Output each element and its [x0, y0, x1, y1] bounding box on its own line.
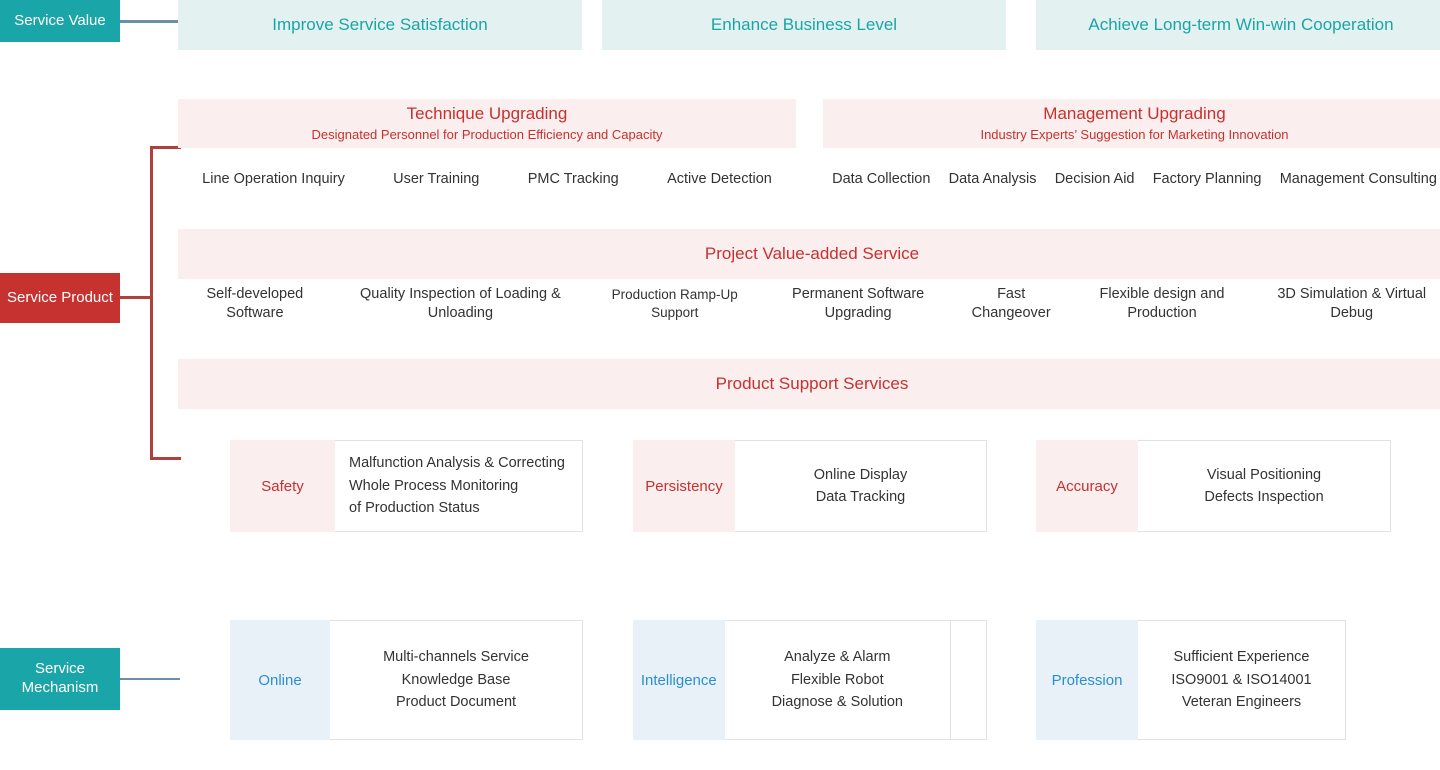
technique-item: Line Operation Inquiry [202, 170, 345, 187]
tag-service-product-label: Service Product [7, 288, 113, 306]
technique-items-row [178, 152, 796, 206]
tag-service-mechanism [0, 648, 120, 710]
card-line: Defects Inspection [1204, 489, 1324, 505]
management-item: Management Consulting [1279, 170, 1437, 187]
card-line: Product Document [395, 694, 517, 711]
card-spacer [951, 620, 987, 740]
product-support-title: Product Support Services [715, 374, 909, 393]
project-value-item: Flexible design and Production [1099, 286, 1225, 321]
management-item: Data Analysis [948, 170, 1037, 187]
management-subtitle: Industry Experts’ Suggestion for Marketing Innovation [980, 127, 1289, 143]
management-items-row [823, 152, 1440, 206]
card-line: Diagnose & Solution [771, 694, 903, 711]
product-support-card-persistency [633, 440, 987, 532]
tag-service-value [0, 0, 120, 42]
project-value-item: Quality Inspection of Loading & Unloading [360, 286, 561, 321]
connector-bracket-bottom [150, 457, 181, 460]
project-value-item: Production Ramp-Up Support [611, 287, 738, 320]
connector-bracket-stem [120, 296, 153, 299]
card-line: Data Tracking [815, 489, 906, 505]
service-mechanism-card-profession [1036, 620, 1346, 740]
card-line: Knowledge Base [401, 671, 511, 688]
product-support-card-safety [230, 440, 583, 532]
service-mechanism-card-online [230, 620, 583, 740]
card-body [1138, 620, 1346, 740]
card-body [735, 440, 987, 532]
management-item: Factory Planning [1152, 170, 1262, 187]
project-value-item: Permanent Software Upgrading [792, 286, 925, 321]
connector-bracket-top [150, 146, 181, 149]
card-label: Persistency [633, 440, 735, 532]
card-line: Visual Positioning [1206, 466, 1322, 483]
card-body [335, 440, 583, 532]
card-line: Online Display [813, 466, 908, 483]
connector-bracket-vertical [150, 146, 153, 460]
tag-service-product [0, 273, 120, 323]
technique-item: PMC Tracking [527, 170, 619, 187]
card-line: Flexible Robot [790, 671, 884, 688]
card-body [1138, 440, 1391, 532]
service-value-label-2: Enhance Business Level [710, 15, 898, 34]
card-line: Sufficient Experience [1173, 649, 1310, 666]
product-support-banner [178, 359, 1440, 409]
project-value-item: 3D Simulation & Virtual Debug [1277, 286, 1427, 321]
connector-line-value [120, 20, 178, 23]
project-value-added-title: Project Value-added Service [704, 244, 920, 263]
card-body [725, 620, 951, 740]
card-label: Profession [1036, 620, 1138, 740]
project-value-item: Fast Changeover [971, 286, 1051, 321]
connector-line-mechanism [120, 678, 180, 680]
service-value-label-3: Achieve Long-term Win-win Cooperation [1088, 15, 1394, 34]
card-line: of Production Status [349, 500, 480, 517]
card-label: Online [230, 620, 330, 740]
management-title: Management Upgrading [1043, 104, 1226, 124]
technique-upgrading-banner [178, 99, 796, 148]
tag-service-value-label: Service Value [14, 11, 106, 29]
service-mechanism-card-intelligence [633, 620, 987, 740]
technique-title: Technique Upgrading [406, 104, 568, 124]
card-label: Accuracy [1036, 440, 1138, 532]
card-label: Safety [230, 440, 335, 532]
product-support-card-accuracy [1036, 440, 1391, 532]
management-item: Data Collection [832, 170, 931, 187]
management-item: Decision Aid [1054, 170, 1135, 187]
tag-service-mechanism-label: Service Mechanism [21, 660, 99, 696]
card-line: Veteran Engineers [1181, 694, 1302, 711]
project-value-added-items-row [178, 276, 1440, 332]
management-upgrading-banner [823, 99, 1440, 148]
card-line: Multi-channels Service [383, 649, 529, 666]
project-value-item: Self-developed Software [206, 286, 304, 321]
card-line: Malfunction Analysis & Correcting [349, 455, 565, 472]
card-line: ISO9001 & ISO14001 [1171, 671, 1312, 688]
project-value-added-banner [178, 229, 1440, 279]
technique-item: Active Detection [667, 170, 772, 187]
service-value-box-2 [602, 0, 1006, 50]
service-value-box-1 [178, 0, 582, 50]
card-body [330, 620, 583, 740]
card-label: Intelligence [633, 620, 725, 740]
technique-item: User Training [393, 170, 480, 187]
card-line: Whole Process Monitoring [349, 477, 519, 494]
service-value-label-1: Improve Service Satisfaction [272, 15, 488, 34]
technique-subtitle: Designated Personnel for Production Efficiency and Capacity [311, 127, 663, 143]
service-value-box-3 [1036, 0, 1440, 50]
card-line: Analyze & Alarm [784, 649, 891, 666]
